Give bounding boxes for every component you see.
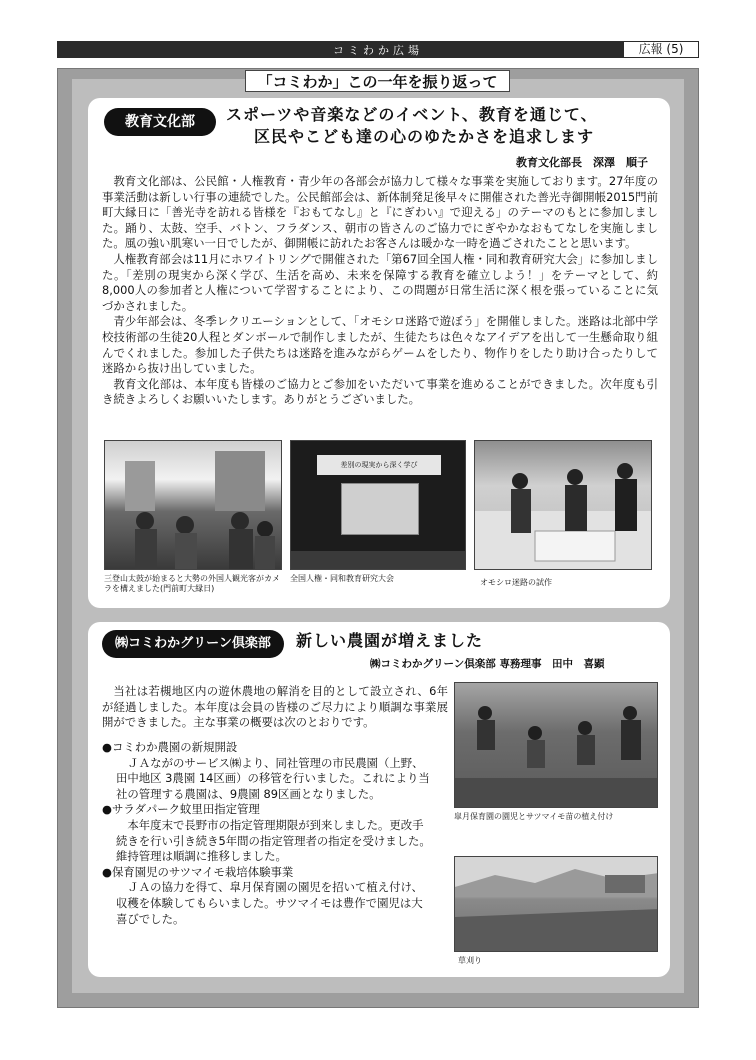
body-paragraph: 教育文化部は、本年度も皆様のご協力とご参加をいただいて事業を進めることができました。次年度も引き続きよろしくお願いいたします。ありがとうございました。 xyxy=(102,376,658,407)
header-title: コミわか広場 xyxy=(333,44,423,57)
planting-photo xyxy=(454,682,658,808)
education-culture-panel xyxy=(88,98,670,608)
body-paragraph: 人権教育部会は11月にホワイトリングで開催された「第67回全国人権・同和教育研究大会」に参加しました。「差別の現実から深く学び、生活を高め、未来を保障する教育を確立しよう！」をテーマとして、約8,000人の参加者と人権について学習することにより、この問題が日常生活に深く根を張っていることに気づかされました。 xyxy=(102,251,658,313)
section-body xyxy=(102,174,658,408)
headline-line-1: スポーツや音楽などのイベント、教育を通じて、 xyxy=(226,105,598,124)
conference-slide-title: 差別の現実から深く学び xyxy=(317,455,441,475)
festival-photo xyxy=(104,440,282,570)
section-headline xyxy=(226,104,666,148)
page-number-label: 広報 (5) xyxy=(623,41,699,58)
feature-banner: 「コミわか」この一年を振り返って xyxy=(245,70,510,92)
section-byline: 教育文化部長 深澤 順子 xyxy=(516,156,648,169)
photo-caption: 三登山太鼓が始まると大勢の外国人観光客がカメラを構えました(門前町大縁日) xyxy=(104,574,280,593)
photo-caption: 草刈り xyxy=(458,956,482,965)
mowing-photo xyxy=(454,856,658,952)
photo-caption: 全国人権・同和教育研究大会 xyxy=(290,574,394,583)
green-club-panel xyxy=(88,622,670,977)
section-headline: 新しい農園が増えました xyxy=(296,631,484,650)
activity-title: ●保育園児のサツマイモ栽培体験事業 xyxy=(102,864,294,879)
page-header xyxy=(57,41,699,58)
photo-caption: オモシロ迷路の試作 xyxy=(480,578,552,587)
green-activity-list xyxy=(102,740,434,927)
section-tag: ㈱コミわかグリーン倶楽部 xyxy=(102,630,284,658)
conference-photo xyxy=(290,440,466,570)
maze-photo xyxy=(474,440,652,570)
green-intro xyxy=(102,684,448,731)
activity-body: ＪＡながのサービス㈱より、同社管理の市民農園（上野、田中地区 3農園 14区画）の移管を行いました。これにより当社の管理する農園は、9農園 89区画となりました。 xyxy=(116,755,430,801)
activity-title: ●サラダパーク蚊里田指定管理 xyxy=(102,802,260,817)
section-tag: 教育文化部 xyxy=(104,108,216,136)
body-paragraph: 教育文化部は、公民館・人権教育・青少年の各部会が協力して様々な事業を実施しております。27年度の事業活動は新しい行事の連続でした。公民館部会は、新体制発足後早々に開催された善光寺御開帳2015門前町大縁日に「善光寺を訪れる皆様を『おもてなし』と『にぎわい』で迎える」のテーマのもとに参加しました。踊り、太鼓、空手、バトン、フラダンス、朝市の皆さんのご協力でにぎやかなおもてなしを実施しました。風の強い肌寒い一日でしたが、御開帳に訪れたお客さんは暖かな一時を過ごされたことと思います。 xyxy=(102,174,658,251)
activity-body: ＪＡの協力を得て、皐月保育園の園児を招いて植え付け、収穫を体験してもらいました。サツマイモは豊作で園児は大喜びでした。 xyxy=(116,880,423,926)
section-byline: ㈱コミわかグリーン倶楽部 専務理事 田中 喜顕 xyxy=(370,658,605,670)
body-paragraph: 青少年部会は、冬季レクリエーションとして、「オモシロ迷路で遊ぼう」を開催しました。迷路は北部中学校技術部の生徒20人程とダンボールで制作しましたが、生徒たちは色々なアイデアを出して一生懸命取り組んでくれました。参加した子供たちは迷路を進みながらゲームをしたり、物作りをしたり助け合ったりして迷路から抜け出していました。 xyxy=(102,314,658,376)
intro-paragraph: 当社は若槻地区内の遊休農地の解消を目的として設立され、6年が経過しました。本年度は会員の皆様のご尽力により順調な事業展開ができました。主な事業の概要は次のとおりです。 xyxy=(102,684,448,730)
activity-body: 本年度末で長野市の指定管理期限が到来しました。更改手続きを行い引き続き5年間の指定管理者の指定を受けました。維持管理は順調に推移しました。 xyxy=(116,817,431,864)
photo-caption: 皐月保育園の園児とサツマイモ苗の植え付け xyxy=(454,812,614,821)
headline-line-2: 区民やこども達の心のゆたかさを追求します xyxy=(254,127,595,146)
activity-title: ●コミわか農園の新規開設 xyxy=(102,740,238,754)
